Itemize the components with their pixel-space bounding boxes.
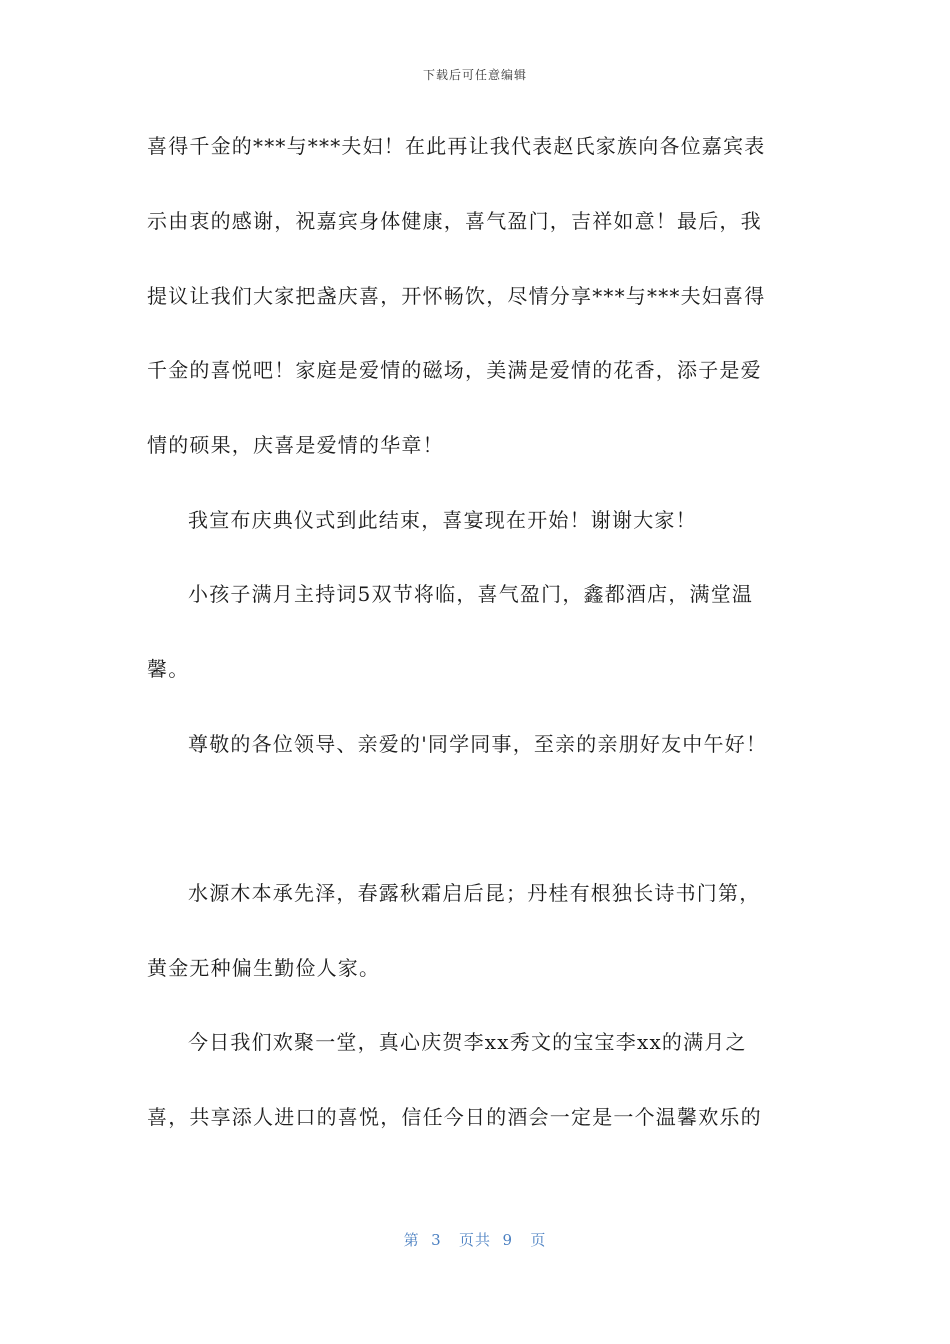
text-line: 喜，共享添人进口的喜悦，信任今日的酒会一定是一个温馨欢乐的	[147, 1105, 762, 1129]
page-header: 下载后可任意编辑	[422, 68, 527, 82]
text-line: 情的硕果，庆喜是爱情的华章！	[147, 433, 444, 457]
paragraph-first-line: 尊敬的各位领导、亲爱的'同学同事，至亲的亲朋好友中午好！	[188, 732, 768, 756]
text-line: 提议让我们大家把盏庆喜，开怀畅饮，尽情分享***与***夫妇喜得	[147, 284, 766, 308]
text-line: 馨。	[147, 657, 190, 681]
paragraph-first-line: 水源木本承先泽，春露秋霜启后昆；丹桂有根独长诗书门第，	[188, 881, 761, 905]
text-line: 黄金无种偏生勤俭人家。	[147, 956, 381, 980]
page-number-footer: 第 3 页共 9 页	[403, 1231, 547, 1249]
paragraph-first-line: 我宣布庆典仪式到此结束，喜宴现在开始！谢谢大家！	[188, 508, 697, 532]
text-line: 千金的喜悦吧！家庭是爱情的磁场，美满是爱情的花香，添子是爱	[147, 358, 762, 382]
paragraph-first-line: 小孩子满月主持词5双节将临，喜气盈门，鑫都酒店，满堂温	[188, 582, 754, 606]
text-line: 喜得千金的***与***夫妇！在此再让我代表赵氏家族向各位嘉宾表	[147, 134, 766, 158]
text-line: 示由衷的感谢，祝嘉宾身体健康，喜气盈门，吉祥如意！最后，我	[147, 209, 762, 233]
paragraph-first-line: 今日我们欢聚一堂，真心庆贺李xx秀文的宝宝李xx的满月之	[188, 1030, 747, 1054]
